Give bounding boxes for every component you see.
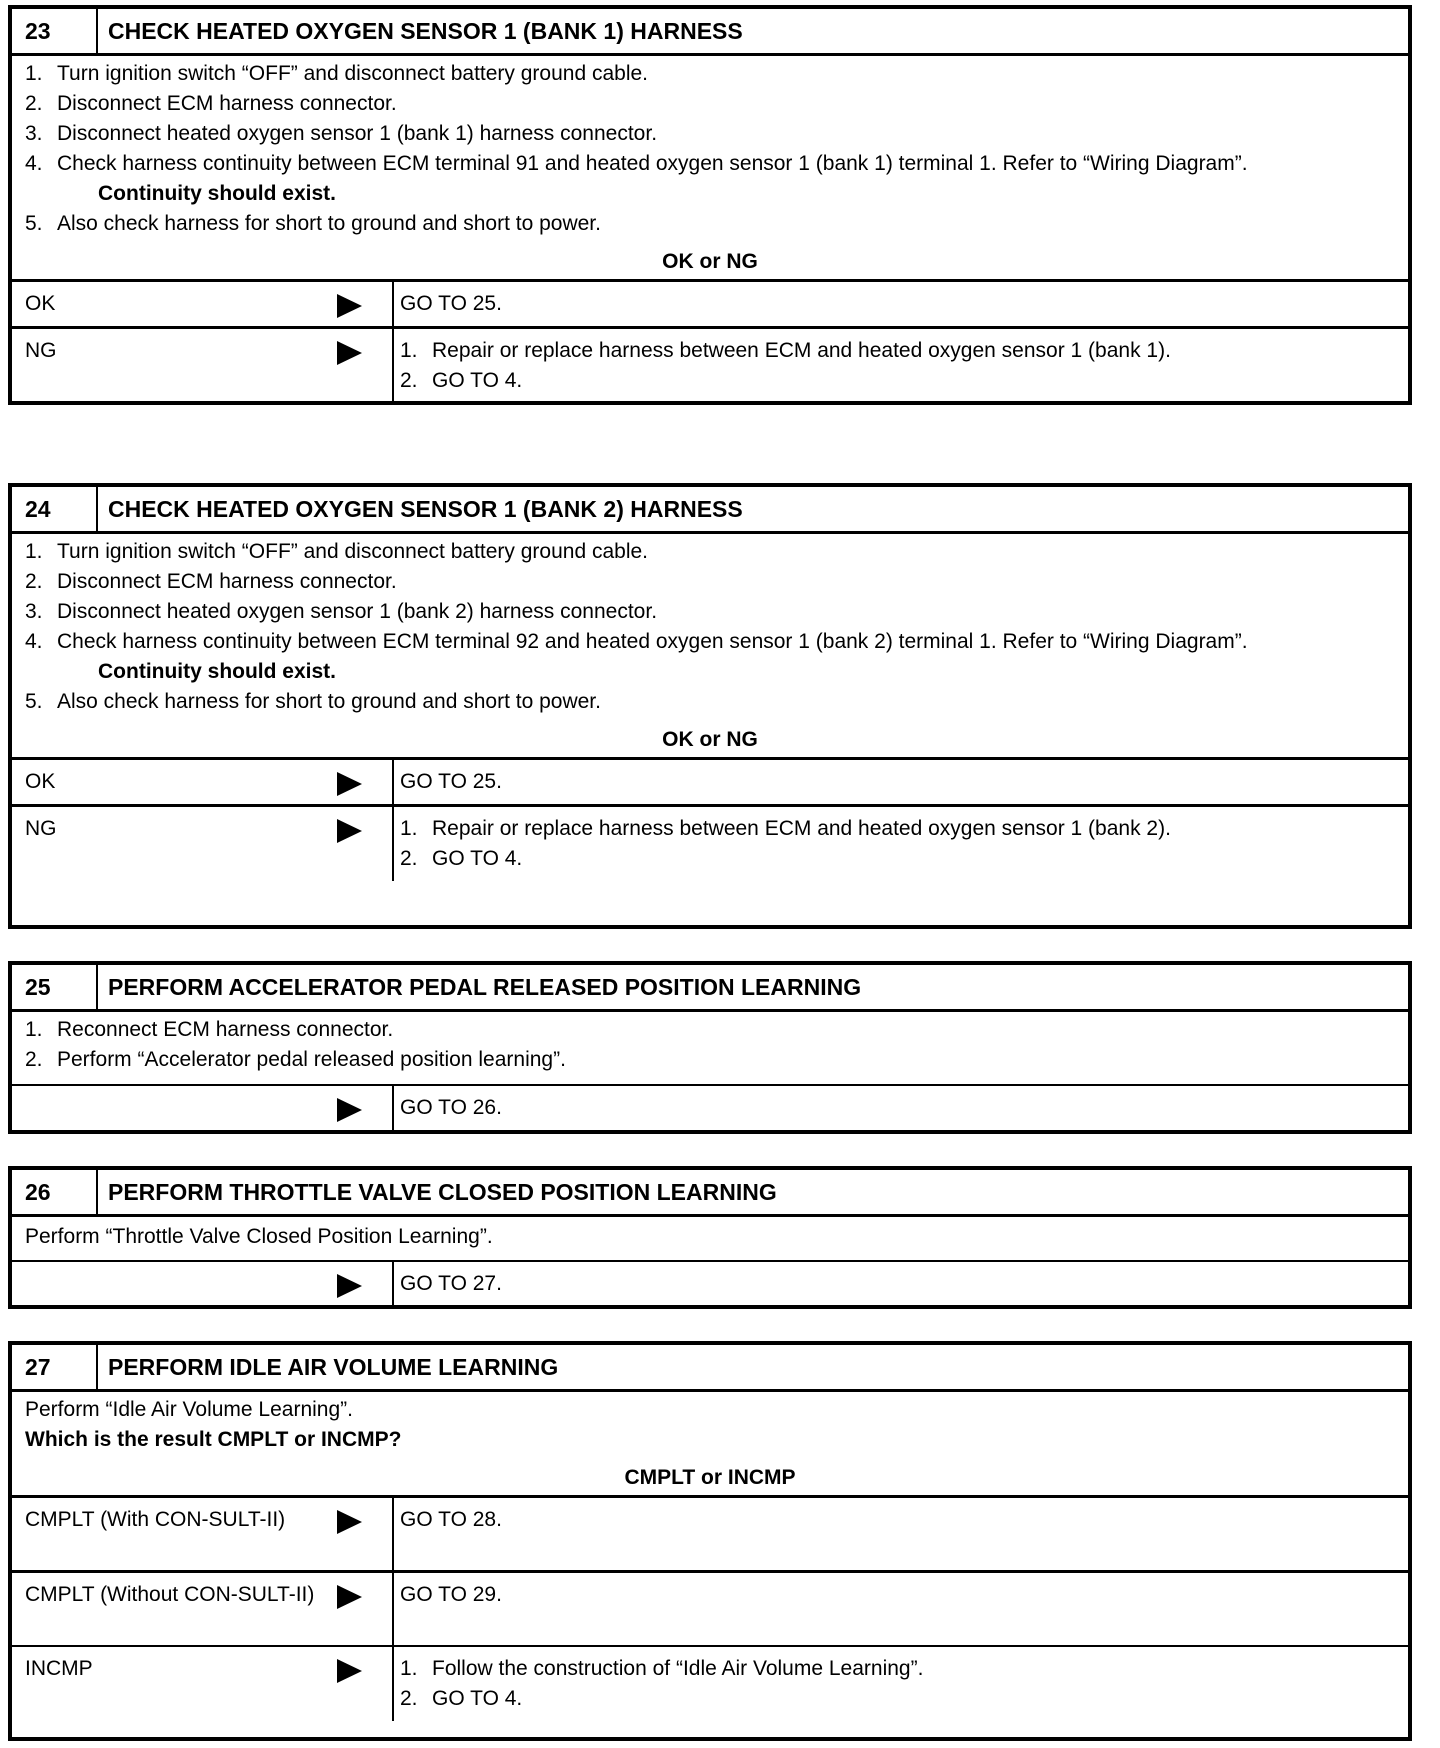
outcome-row-cmplt-without xyxy=(12,1570,1408,1645)
arrow-icon xyxy=(337,1510,362,1534)
outcome-condition: OK xyxy=(25,770,56,793)
outcome-condition: NG xyxy=(25,339,57,362)
outcome-condition: OK xyxy=(25,292,56,315)
instruction-text: Perform “Idle Air Volume Learning”. xyxy=(25,1398,353,1421)
step-header xyxy=(12,1345,1408,1392)
instruction-item: 2. Disconnect ECM harness connector. xyxy=(25,570,397,593)
outcome-condition: NG xyxy=(25,817,57,840)
arrow-icon xyxy=(337,1274,362,1298)
outcome-action: GO TO 25. xyxy=(400,770,502,793)
result-label: OK or NG xyxy=(662,250,758,273)
instruction-item: 1. Turn ignition switch “OFF” and disconnect battery ground cable. xyxy=(25,62,649,85)
outcome-condition xyxy=(25,1093,315,1130)
step-number: 24 xyxy=(12,487,98,531)
arrow-icon xyxy=(337,1585,362,1609)
step-number: 23 xyxy=(12,9,98,53)
instruction-item: 2. Perform “Accelerator pedal released position learning”. xyxy=(25,1048,566,1071)
outcome-row-ok xyxy=(12,757,1408,804)
step-25 xyxy=(8,961,1412,1134)
outcome-action: GO TO 28. xyxy=(400,1508,502,1531)
arrow-icon xyxy=(337,1098,362,1122)
step-title: PERFORM IDLE AIR VOLUME LEARNING xyxy=(108,1354,559,1380)
instruction-item: 5. Also check harness for short to ground and short to power. xyxy=(25,212,601,235)
outcome-action: GO TO 25. xyxy=(400,292,502,315)
step-number: 25 xyxy=(12,965,98,1009)
outcome-action: 1. Repair or replace harness between ECM and heated oxygen sensor 1 (bank 2). 2. GO TO 4. xyxy=(400,817,1171,870)
outcome-row-ng xyxy=(12,804,1408,881)
step-23 xyxy=(8,5,1412,405)
instruction-item: 4. Check harness continuity between ECM terminal 92 and heated oxygen sensor 1 (bank 2) terminal 1. Refer to “Wiring Diagram”. xyxy=(25,630,1248,653)
outcome-row-ng xyxy=(12,326,1408,403)
step-title: PERFORM THROTTLE VALVE CLOSED POSITION LEARNING xyxy=(108,1179,777,1205)
instruction-item: 2. Disconnect ECM harness connector. xyxy=(25,92,397,115)
outcome-action: 1. Repair or replace harness between ECM and heated oxygen sensor 1 (bank 1). 2. GO TO 4. xyxy=(400,339,1171,392)
outcome-condition: INCMP xyxy=(25,1657,93,1680)
step-header xyxy=(12,487,1408,534)
step-26 xyxy=(8,1166,1412,1309)
outcome-condition xyxy=(25,1269,315,1306)
outcome-row xyxy=(12,1084,1408,1130)
outcome-action: GO TO 27. xyxy=(400,1272,502,1295)
outcome-condition: CMPLT (With CON-SULT-II) xyxy=(25,1508,286,1531)
instruction-text: Perform “Throttle Valve Closed Position Learning”. xyxy=(25,1225,493,1248)
step-instructions xyxy=(12,534,1408,717)
step-number: 27 xyxy=(12,1345,98,1389)
instruction-item: 1. Turn ignition switch “OFF” and disconnect battery ground cable. xyxy=(25,540,649,563)
arrow-icon xyxy=(337,819,362,843)
outcome-row-ok xyxy=(12,279,1408,326)
question-text: Which is the result CMPLT or INCMP? xyxy=(25,1428,402,1451)
arrow-icon xyxy=(337,1659,362,1683)
outcome-row xyxy=(12,1260,1408,1306)
arrow-icon xyxy=(337,294,362,318)
step-title: PERFORM ACCELERATOR PEDAL RELEASED POSITION LEARNING xyxy=(108,974,862,1000)
step-title: CHECK HEATED OXYGEN SENSOR 1 (BANK 1) HARNESS xyxy=(108,18,743,44)
step-instructions xyxy=(12,1012,1408,1084)
step-number: 26 xyxy=(12,1170,98,1214)
arrow-icon xyxy=(337,341,362,365)
arrow-icon xyxy=(337,772,362,796)
outcome-action: 1. Follow the construction of “Idle Air Volume Learning”. 2. GO TO 4. xyxy=(400,1657,924,1710)
step-header xyxy=(12,1170,1408,1217)
instruction-item: 4. Check harness continuity between ECM terminal 91 and heated oxygen sensor 1 (bank 1) terminal 1. Refer to “Wiring Diagram”. xyxy=(25,152,1248,175)
step-instructions xyxy=(12,1217,1408,1260)
outcome-action: GO TO 29. xyxy=(400,1583,502,1606)
outcome-row-incmp xyxy=(12,1645,1408,1721)
instruction-note: Continuity should exist. xyxy=(98,182,337,205)
step-24 xyxy=(8,483,1412,929)
step-instructions xyxy=(12,56,1408,239)
outcome-row-cmplt-with xyxy=(12,1495,1408,1570)
step-header xyxy=(12,965,1408,1012)
instruction-note: Continuity should exist. xyxy=(98,660,337,683)
outcome-condition: CMPLT (Without CON-SULT-II) xyxy=(25,1583,315,1606)
instruction-item: 5. Also check harness for short to ground and short to power. xyxy=(25,690,601,713)
instruction-item: 3. Disconnect heated oxygen sensor 1 (bank 2) harness connector. xyxy=(25,600,658,623)
step-title: CHECK HEATED OXYGEN SENSOR 1 (BANK 2) HARNESS xyxy=(108,496,743,522)
result-label: OK or NG xyxy=(662,728,758,751)
instruction-item: 1. Reconnect ECM harness connector. xyxy=(25,1018,394,1041)
step-27 xyxy=(8,1341,1412,1741)
step-instructions xyxy=(12,1392,1408,1455)
instruction-item: 3. Disconnect heated oxygen sensor 1 (bank 1) harness connector. xyxy=(25,122,658,145)
result-label: CMPLT or INCMP xyxy=(624,1466,796,1489)
outcome-action: GO TO 26. xyxy=(400,1096,502,1119)
step-header xyxy=(12,9,1408,56)
